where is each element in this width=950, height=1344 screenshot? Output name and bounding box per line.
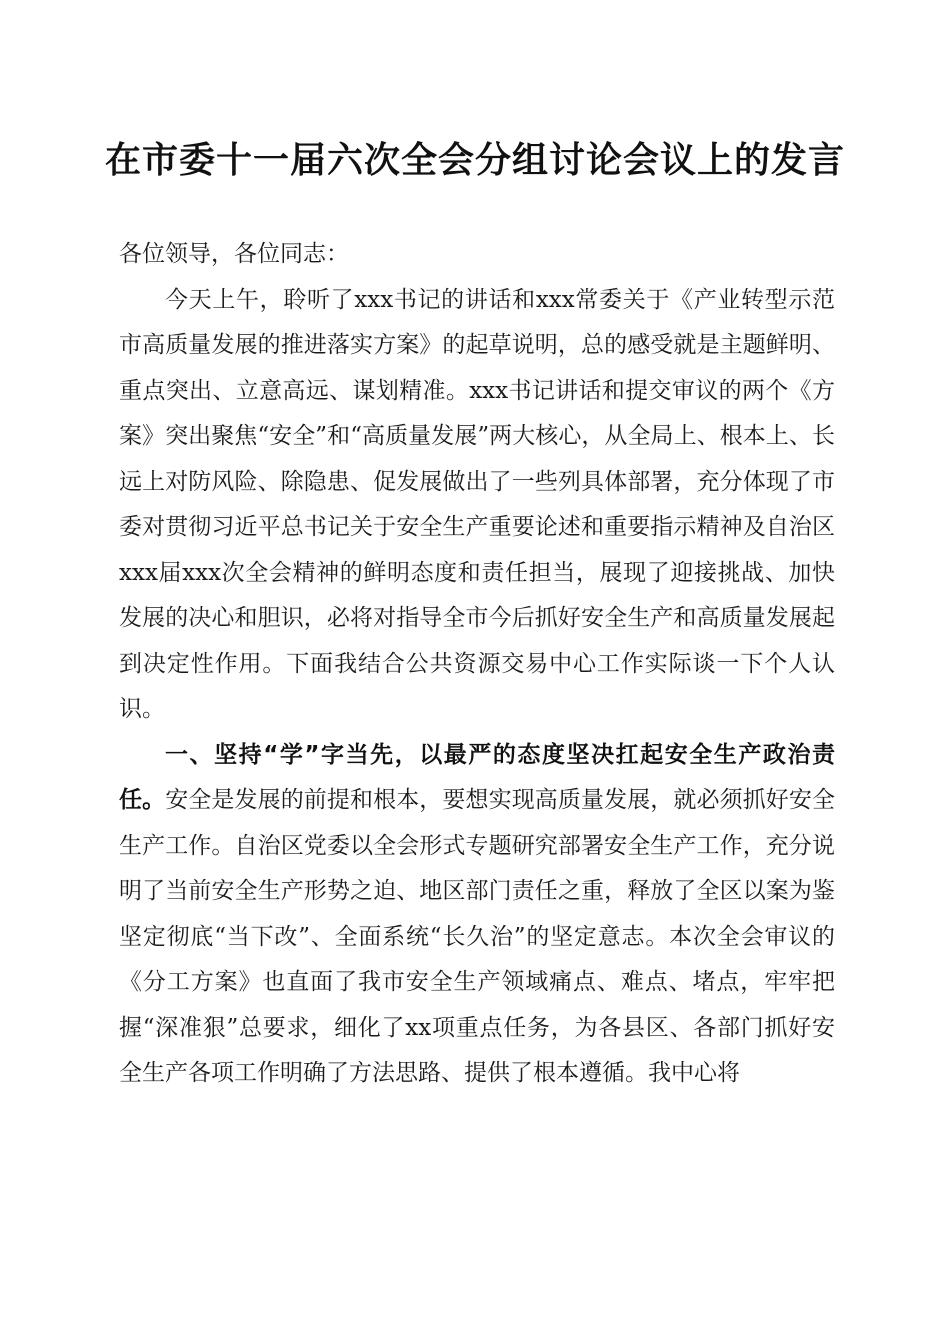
section-1-body: 安全是发展的前提和根本，要想实现高质量发展，就必须抓好安全生产工作。自治区党委以全会形式专题研究部署安全生产工作，充分说明了当前安全生产形势之迫、地区部门责任之重，释放了全区以案为鉴坚定彻底“当下改”、全面系统“长久治”的坚定意志。本次全会审议的《分工方案》也直面了我市安全生产领域痛点、难点、堵点，牢牢把握“深准狠”总要求，细化了xx项重点任务，为各县区、各部门抓好安全生产各项工作明确了方法思路、提供了根本遵循。我中心将 (119, 787, 836, 1086)
paragraph-section-1 (119, 733, 835, 1097)
paragraph-intro: 今天上午，聆听了xxx书记的讲话和xxx常委关于《产业转型示范市高质量发展的推进落实方案》的起草说明，总的感受就是主题鲜明、重点突出、立意高远、谋划精准。xxx书记讲话和提交审议的两个《方案》突出聚焦“安全”和“高质量发展”两大核心，从全局上、根本上、长远上对防风险、除隐患、促发展做出了一些列具体部署，充分体现了市委对贯彻习近平总书记关于安全生产重要论述和重要指示精神及自治区xxx届xxx次全会精神的鲜明态度和责任担当，展现了迎接挑战、加快发展的决心和胆识，必将对指导全市今后抓好安全生产和高质量发展起到决定性作用。下面我结合公共资源交易中心工作实际谈一下个人认识。 (119, 286, 835, 722)
salutation: 各位领导，各位同志： (119, 241, 349, 267)
document-title: 在市委十一届六次全会分组讨论会议上的发言 (104, 139, 845, 181)
document-body (119, 232, 835, 1097)
section-1-heading: 一、坚持“学”字当先，以最严的态度坚决扛起安全生产政治责任。 (119, 741, 835, 813)
